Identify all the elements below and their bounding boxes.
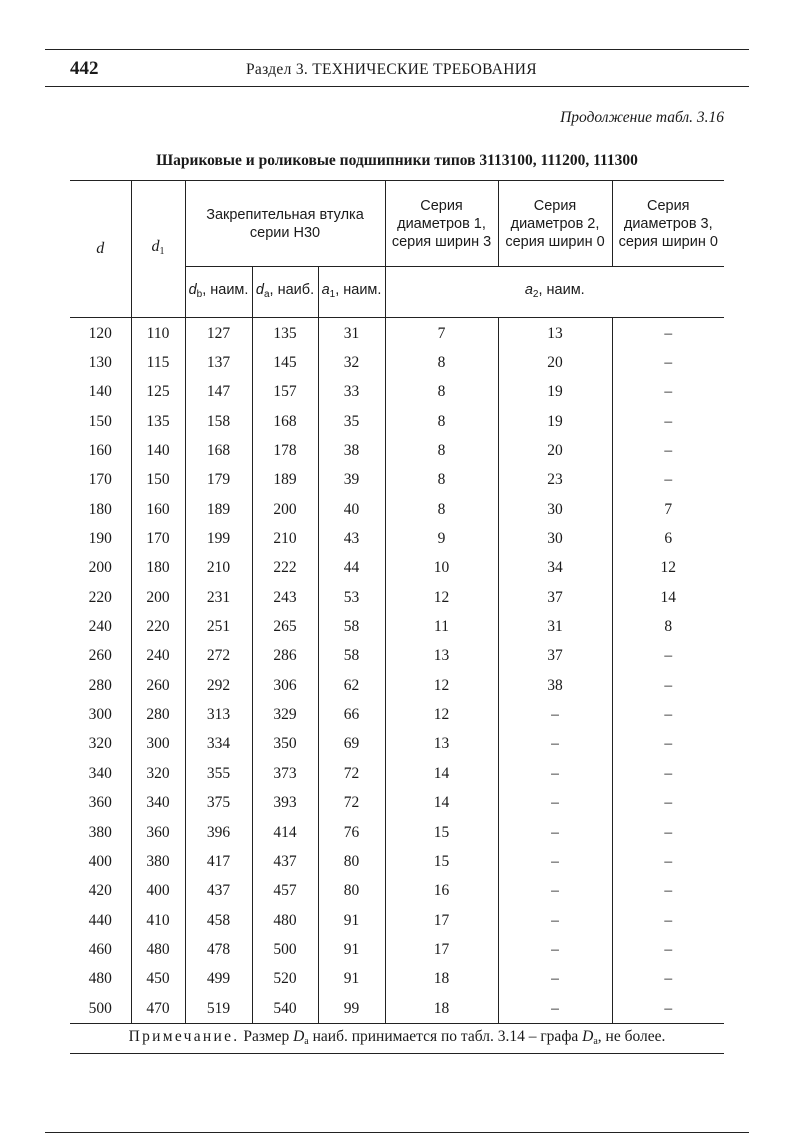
table-cell: 360 [131,818,185,847]
table-cell: 37 [498,583,612,612]
table-cell: 231 [185,583,252,612]
table-row [70,495,724,524]
table-cell: 240 [131,642,185,671]
header-series3: Серия диаметров 3, серия ширин 0 [612,181,724,267]
table-cell: 120 [88,324,112,342]
table-cell: 437 [252,847,318,876]
table-cell: – [498,994,612,1024]
table-cell: – [612,789,724,818]
table-cell: 127 [185,318,252,349]
table-cell: – [498,759,612,788]
table-cell: 200 [88,559,112,577]
table-cell: 23 [498,466,612,495]
table-cell: 480 [131,935,185,964]
header-d1: $d_1$ [131,181,185,318]
running-head: Раздел 3. ТЕХНИЧЕСКИЕ ТРЕБОВАНИЯ [246,61,537,78]
table-cell: 272 [185,642,252,671]
table-cell: – [498,847,612,876]
table-cell: 135 [252,318,318,349]
table-cell: 37 [498,642,612,671]
table-cell: 14 [385,789,498,818]
table-cell: 265 [252,612,318,641]
table-cell: 18 [385,994,498,1024]
table-cell: 460 [88,940,112,958]
header-sleeve-group: Закрепительная втулка серии H30 [185,181,385,267]
header-series1: Серия диаметров 1, серия ширин 3 [385,181,498,267]
table-cell: 240 [88,618,112,636]
header-d: d [70,181,131,318]
bearing-table [70,180,724,1024]
table-row [70,818,724,847]
table-cell: – [612,700,724,729]
table-cell: 31 [318,318,385,349]
table-row [70,789,724,818]
header-a1: $a_1$, наим. [318,267,385,318]
table-cell: 410 [131,906,185,935]
table-row [70,935,724,964]
table-cell: – [612,847,724,876]
table-cell: 8 [385,378,498,407]
table-row [70,378,724,407]
table-cell: 320 [131,759,185,788]
table-cell: – [498,818,612,847]
table-cell: 414 [252,818,318,847]
table-cell: 43 [318,524,385,553]
table-cell: 150 [131,466,185,495]
table-cell: 8 [385,466,498,495]
table-cell: – [498,700,612,729]
table-cell: – [612,436,724,465]
table-cell: 286 [252,642,318,671]
table-cell: 280 [131,700,185,729]
table-cell: – [612,877,724,906]
table-cell: 39 [318,466,385,495]
table-cell: 400 [88,852,112,870]
table-cell: 130 [88,354,112,372]
table-cell: 292 [185,671,252,700]
table-cell: 168 [252,407,318,436]
table-row [70,730,724,759]
table-cell: 33 [318,378,385,407]
table-cell: 329 [252,700,318,729]
table-cell: 80 [318,847,385,876]
table-cell: 44 [318,554,385,583]
table-cell: 13 [385,642,498,671]
table-cell: 306 [252,671,318,700]
table-cell: 168 [185,436,252,465]
table-cell: 251 [185,612,252,641]
table-cell: 417 [185,847,252,876]
table-cell: 137 [185,348,252,377]
table-cell: 16 [385,877,498,906]
table-cell: 110 [131,318,185,349]
table-row [70,436,724,465]
table-cell: 300 [131,730,185,759]
table-cell: 140 [88,383,112,401]
table-cell: 91 [318,906,385,935]
table-cell: 8 [385,495,498,524]
top-rule [45,49,749,50]
table-cell: 170 [88,471,112,489]
table-row [70,965,724,994]
table-cell: – [612,994,724,1024]
table-cell: 373 [252,759,318,788]
table-cell: 189 [185,495,252,524]
table-cell: 458 [185,906,252,935]
table-cell: – [612,407,724,436]
table-cell: 31 [498,612,612,641]
table-cell: 99 [318,994,385,1024]
table-cell: 400 [131,877,185,906]
table-cell: 519 [185,994,252,1024]
table-cell: 340 [88,764,112,782]
table-cell: 500 [70,994,131,1024]
table-cell: 260 [88,647,112,665]
table-cell: 8 [385,348,498,377]
table-cell: 14 [385,759,498,788]
table-cell: 12 [385,671,498,700]
note-rule [70,1053,724,1054]
table-cell: – [498,730,612,759]
header-rule [45,86,749,87]
table-cell: 15 [385,847,498,876]
table-cell: 8 [385,436,498,465]
table-cell: 91 [318,935,385,964]
table-row [70,847,724,876]
table-row [70,554,724,583]
header-db: $d_b$, наим. [185,267,252,318]
table-cell: 243 [252,583,318,612]
table-cell: 220 [88,588,112,606]
table-cell: 350 [252,730,318,759]
table-row [70,700,724,729]
table-cell: 125 [131,378,185,407]
table-cell: 40 [318,495,385,524]
page-number: 442 [70,58,99,79]
table-cell: – [498,789,612,818]
table-row [70,642,724,671]
table-cell: – [612,318,724,349]
table-row [70,906,724,935]
table-cell: 320 [88,735,112,753]
table-cell: – [612,965,724,994]
table-cell: – [612,818,724,847]
table-cell: 437 [185,877,252,906]
table-cell: 53 [318,583,385,612]
table-cell: 470 [131,994,185,1024]
table-cell: – [498,965,612,994]
table-cell: 19 [498,378,612,407]
table-cell: – [498,935,612,964]
table-cell: – [612,759,724,788]
table-cell: 355 [185,759,252,788]
table-cell: 35 [318,407,385,436]
table-cell: 91 [318,965,385,994]
table-cell: 200 [252,495,318,524]
table-cell: – [612,466,724,495]
table-cell: 147 [185,378,252,407]
table-cell: 13 [385,730,498,759]
table-note: Примечание. Размер $D_a$ наиб. принимается по табл. 3.14 – графа $D_a$, не более. [128,1028,666,1047]
table-cell: 72 [318,789,385,818]
table-cell: 8 [385,407,498,436]
table-row [70,612,724,641]
table-cell: 17 [385,935,498,964]
header-series2: Серия диаметров 2, серия ширин 0 [498,181,612,267]
table-cell: 500 [252,935,318,964]
table-row [70,524,724,553]
table-cell: 135 [131,407,185,436]
table-cell: 180 [88,500,112,518]
table-cell: 334 [185,730,252,759]
table-cell: 170 [131,524,185,553]
table-cell: 12 [612,554,724,583]
table-cell: 140 [131,436,185,465]
table-cell: – [612,671,724,700]
table-cell: 20 [498,348,612,377]
table-cell: 179 [185,466,252,495]
table-cell: – [612,935,724,964]
table-row [70,994,724,1024]
table-cell: 157 [252,378,318,407]
table-cell: 58 [318,642,385,671]
table-cell: 30 [498,524,612,553]
table-cell: 396 [185,818,252,847]
table-cell: 13 [498,318,612,349]
table-cell: 222 [252,554,318,583]
table-cell: 160 [131,495,185,524]
table-cell: 17 [385,906,498,935]
table-cell: 9 [385,524,498,553]
table-cell: 15 [385,818,498,847]
table-cell: 11 [385,612,498,641]
table-row [70,407,724,436]
table-cell: 478 [185,935,252,964]
table-cell: 18 [385,965,498,994]
table-cell: 189 [252,466,318,495]
table-row [70,318,724,349]
table-cell: 7 [612,495,724,524]
table-cell: 7 [385,318,498,349]
table-row [70,583,724,612]
table-cell: – [612,906,724,935]
table-cell: 450 [131,965,185,994]
table-cell: 32 [318,348,385,377]
table-cell: 480 [88,970,112,988]
table-row [70,877,724,906]
table-row [70,466,724,495]
table-cell: 360 [88,794,112,812]
table-cell: 62 [318,671,385,700]
header-a2: $a_2$, наим. [385,267,724,318]
table-cell: 280 [88,676,112,694]
table-cell: 20 [498,436,612,465]
table-title: Шариковые и роликовые подшипники типов 3113100, 111200, 111300 [156,152,638,169]
table-cell: 200 [131,583,185,612]
table-cell: 340 [131,789,185,818]
table-cell: 69 [318,730,385,759]
table-cell: 457 [252,877,318,906]
table-cell: 30 [498,495,612,524]
table-cell: 160 [88,442,112,460]
table-cell: 499 [185,965,252,994]
table-cell: 199 [185,524,252,553]
table-cell: – [612,348,724,377]
table-cell: 520 [252,965,318,994]
table-cell: 58 [318,612,385,641]
table-cell: 158 [185,407,252,436]
table-cell: 210 [252,524,318,553]
table-cell: – [612,730,724,759]
table-cell: 34 [498,554,612,583]
table-cell: 180 [131,554,185,583]
table-cell: – [498,877,612,906]
table-cell: 380 [88,823,112,841]
table-continuation-label: Продолжение табл. 3.16 [560,109,724,126]
table-cell: 375 [185,789,252,818]
header-da: $d_a$, наиб. [252,267,318,318]
table-cell: 420 [88,882,112,900]
bottom-rule [45,1132,749,1133]
table-cell: 313 [185,700,252,729]
table-cell: – [498,906,612,935]
table-cell: 260 [131,671,185,700]
table-cell: 380 [131,847,185,876]
table-cell: 393 [252,789,318,818]
table-cell: 19 [498,407,612,436]
table-cell: 480 [252,906,318,935]
table-cell: – [612,378,724,407]
table-row [70,759,724,788]
table-row [70,671,724,700]
table-cell: 8 [612,612,724,641]
table-cell: 12 [385,700,498,729]
table-cell: 440 [88,911,112,929]
table-cell: 14 [612,583,724,612]
table-cell: 150 [88,412,112,430]
table-cell: – [612,642,724,671]
table-cell: 72 [318,759,385,788]
table-cell: 220 [131,612,185,641]
table-cell: 10 [385,554,498,583]
table-cell: 80 [318,877,385,906]
table-cell: 38 [318,436,385,465]
table-cell: 190 [88,530,112,548]
table-cell: 38 [498,671,612,700]
table-row [70,348,724,377]
table-cell: 178 [252,436,318,465]
table-cell: 115 [131,348,185,377]
table-cell: 12 [385,583,498,612]
table-cell: 210 [185,554,252,583]
table-cell: 300 [88,706,112,724]
table-cell: 76 [318,818,385,847]
table-cell: 540 [252,994,318,1024]
table-cell: 66 [318,700,385,729]
table-cell: 6 [612,524,724,553]
table-cell: 145 [252,348,318,377]
